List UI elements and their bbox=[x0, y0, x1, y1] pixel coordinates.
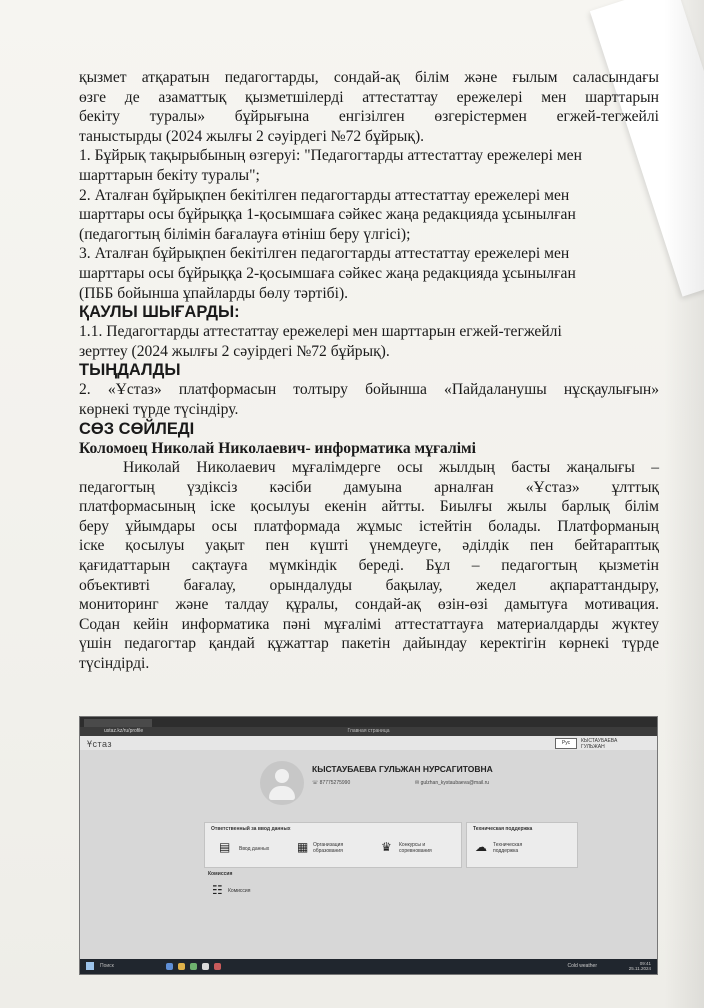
speaker-name: Коломоец Николай Николаевич- информатика мұғалімі bbox=[79, 439, 476, 457]
taskbar-app-icon bbox=[202, 963, 209, 970]
chat-icon: ☁ bbox=[475, 840, 487, 854]
browser-urlbar bbox=[80, 727, 657, 736]
taskbar-app-icon bbox=[190, 963, 197, 970]
speech-line: беру ұйымдары осы платформада жұмыс істейтін болады. Платформаның bbox=[79, 517, 659, 535]
text-line: өзге де азаматтық қызметшілерді аттестаттау ережелері мен шарттарын bbox=[79, 88, 659, 106]
speech-line: іске қосылуы уақыт пен күшті үнемдеуге, әділдік пен бейтараптық bbox=[79, 537, 659, 555]
list-item-line: (ПББ бойынша ұпайларды бөлу тәртібі). bbox=[79, 284, 349, 302]
heading-resolved: ҚАУЛЫ ШЫҒАРДЫ: bbox=[79, 303, 240, 322]
url-text: ustaz.kz/ru/profile bbox=[104, 728, 144, 734]
language-select: Рус bbox=[555, 738, 577, 749]
data-entry-icon: ▤ bbox=[219, 840, 231, 854]
listened-line: көрнекі түрде түсіндіру. bbox=[79, 400, 239, 418]
avatar bbox=[260, 761, 304, 805]
data-entry-link: Ввод данных bbox=[239, 846, 270, 852]
heading-speakers: СӨЗ СӨЙЛЕДІ bbox=[79, 419, 195, 438]
text-line: таныстырды (2024 жылғы 2 сәуірдегі №72 бұйрық). bbox=[79, 127, 425, 145]
text-line: бекіту туралы» бұйрығына енгізілген өзгерістермен егжей-тегжейлі bbox=[79, 108, 659, 126]
list-item-line: 1. Бұйрық тақырыбының өзгеруі: "Педагогтарды аттестаттау ережелері мен bbox=[79, 147, 582, 165]
list-item-line: шарттары осы бұйрыққа 1-қосымшаға сәйкес жаңа редакцияда ұсынылған bbox=[79, 206, 576, 224]
speech-line: Николай Николаевич мұғалімдерге осы жылдың басты жаңалығы – bbox=[123, 459, 659, 477]
listened-line: 2. «Ұстаз» платформасын толтыру бойынша «Пайдаланушы нұсқаулығын» bbox=[79, 381, 659, 399]
list-item-line: шарттары осы бұйрыққа 2-қосымшаға сәйкес жаңа редакцияда ұсынылған bbox=[79, 264, 576, 282]
resolution-line: зерттеу (2024 жылғы 2 сәуірдегі №72 бұйрық). bbox=[79, 342, 390, 360]
profile-area bbox=[80, 750, 657, 960]
speech-line: педагогтың үздіксіз кәсіби дамуына арналған «Ұстаз» ұлттық bbox=[79, 478, 659, 496]
support-card bbox=[466, 822, 578, 868]
trophy-icon: ♛ bbox=[381, 840, 392, 854]
list-item-line: 3. Аталған бұйрықпен бекітілген педагогтарды аттестаттау ережелері мен bbox=[79, 245, 570, 263]
speech-line: платформасының іске қосылуы екенін айтты. Биылғы жылы барлық білім bbox=[79, 498, 659, 516]
speech-line: қағидаттарын сақтауға мүмкіндік береді. Бұл – педагогтың қызметін bbox=[79, 557, 659, 575]
embedded-screenshot bbox=[79, 716, 658, 975]
document-text bbox=[79, 68, 659, 674]
organization-icon: ▦ bbox=[297, 840, 309, 854]
speech-line: мониторинг және талдау құралы, сондай-ақ өзін-өзі дамытуға мотивация. bbox=[79, 596, 659, 614]
header-user-name: КЫСТАУБАЕВА ГУЛЬЖАН bbox=[581, 738, 618, 750]
taskbar-app-icon bbox=[166, 963, 173, 970]
speech-line: объективті бағалау, орындалуды бақылау, жедел ақпараттандыру, bbox=[79, 576, 659, 594]
speech-line: үшін педагогтар қандай құжаттар пакетін дайындау керектігін көрнекі түрде bbox=[79, 635, 659, 653]
list-item-line: 2. Аталған бұйрықпен бекітілген педагогтарды аттестаттау ережелері мен bbox=[79, 186, 570, 204]
text-line: қызмет атқаратын педагогтарды, сондай-ақ білім және ғылым саласындағы bbox=[79, 69, 659, 86]
profile-full-name: КЫСТАУБАЕВА ГУЛЬЖАН НУРСАГИТОВНА bbox=[312, 764, 493, 774]
taskbar-search: Поиск bbox=[100, 963, 114, 969]
browser-tabbar bbox=[80, 717, 657, 727]
page-edge-shadow bbox=[664, 0, 704, 1008]
weather-widget: Cold weather bbox=[567, 963, 597, 969]
site-logo: Ұстаз bbox=[87, 739, 113, 749]
support-link: Техническая поддержка bbox=[493, 842, 523, 854]
heading-listened: ТЫҢДАЛДЫ bbox=[79, 361, 181, 380]
card-title: Ответственный за ввод данных bbox=[211, 826, 291, 832]
browser-tab bbox=[84, 719, 152, 727]
speech-line: түсіндірді. bbox=[79, 655, 150, 673]
page-title: Главная страница bbox=[347, 728, 390, 734]
profile-email: ✉ gulzhan_kystaubaeva@mail.ru bbox=[415, 780, 490, 786]
list-item-line: (педагогтың білімін бағалауға өтініш беру үлгісі); bbox=[79, 225, 411, 243]
competitions-link: Конкурсы и соревнования bbox=[399, 842, 432, 854]
taskbar-app-icon bbox=[178, 963, 185, 970]
list-item-line: шарттарын бекіту туралы"; bbox=[79, 166, 260, 184]
site-header bbox=[80, 736, 657, 750]
speech-line: Содан кейін информатика пәні мұғалімі аттестаттауға материалдарды жүктеу bbox=[79, 615, 659, 633]
taskbar-app-icon bbox=[214, 963, 221, 970]
group-icon: ☷ bbox=[212, 883, 223, 897]
start-icon bbox=[86, 962, 94, 970]
resolution-line: 1.1. Педагогтарды аттестаттау ережелері мен шарттарын егжей-тегжейлі bbox=[79, 323, 562, 341]
windows-taskbar bbox=[80, 959, 657, 974]
data-entry-card bbox=[204, 822, 462, 868]
profile-phone: ☏ 87775275990 bbox=[312, 780, 351, 786]
card-title: Техническая поддержка bbox=[473, 826, 533, 832]
system-tray-clock: 09:41 25.11.2024 bbox=[628, 961, 651, 971]
organization-link: Организация образования bbox=[313, 842, 344, 854]
commission-link: Комиссия bbox=[228, 888, 251, 894]
commission-section-title: Комиссия bbox=[208, 871, 233, 877]
